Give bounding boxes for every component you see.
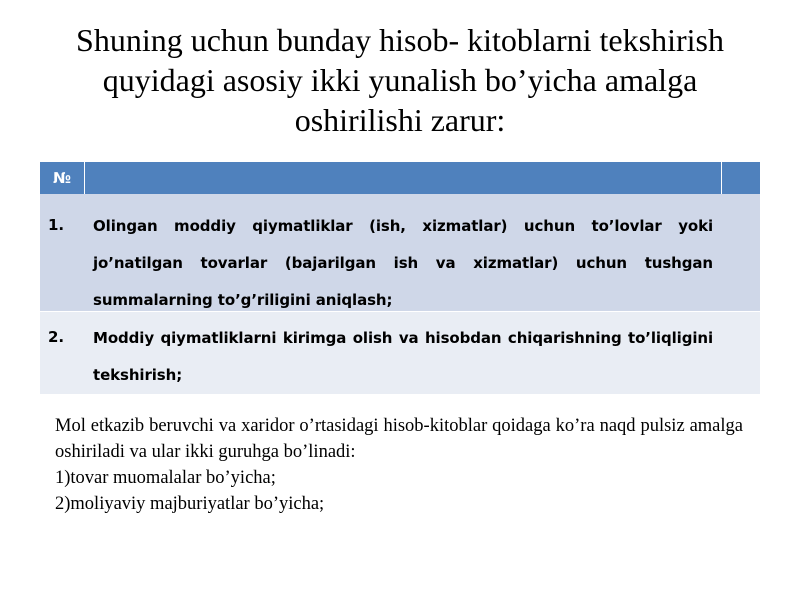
title-line-1: Shuning uchun bunday hisob- kitoblarni tekshirish [76, 22, 724, 58]
row-number: 1. [48, 216, 65, 234]
row-number: 2. [48, 328, 65, 346]
table-header [40, 162, 760, 194]
header-divider [721, 162, 722, 194]
table-row [40, 311, 760, 394]
slide-title [40, 20, 760, 140]
criteria-table [40, 162, 760, 394]
title-line-3: oshirilishi zarur: [294, 102, 506, 138]
row-text: Moddiy qiymatliklarni kirimga olish va hisobdan chiqarishning to’liqligini tekshirish; [93, 329, 713, 384]
body-text [55, 413, 743, 517]
list-item: 1)tovar muomalalar bo’yicha; [55, 468, 276, 488]
table-row [40, 194, 760, 311]
header-number-cell: № [52, 169, 72, 187]
row-text: Olingan moddiy qiymatliklar (ish, xizmatlar) uchun to’lovlar yoki jo’natilgan tovarlar (bajarilgan ish va xizmatlar) uchun tushgan summalarning to’g’riligini aniqlash; [93, 217, 713, 309]
list-item: 2)moliyaviy majburiyatlar bo’yicha; [55, 494, 325, 514]
title-line-2: quyidagi asosiy ikki yunalish bo’yicha amalga [102, 62, 698, 98]
header-divider [84, 162, 85, 194]
body-paragraph: Mol etkazib beruvchi va xaridor o’rtasidagi hisob-kitoblar qoidaga ko’ra naqd pulsiz amalga oshiriladi va ular ikki guruhga bo’linadi: [55, 416, 743, 462]
